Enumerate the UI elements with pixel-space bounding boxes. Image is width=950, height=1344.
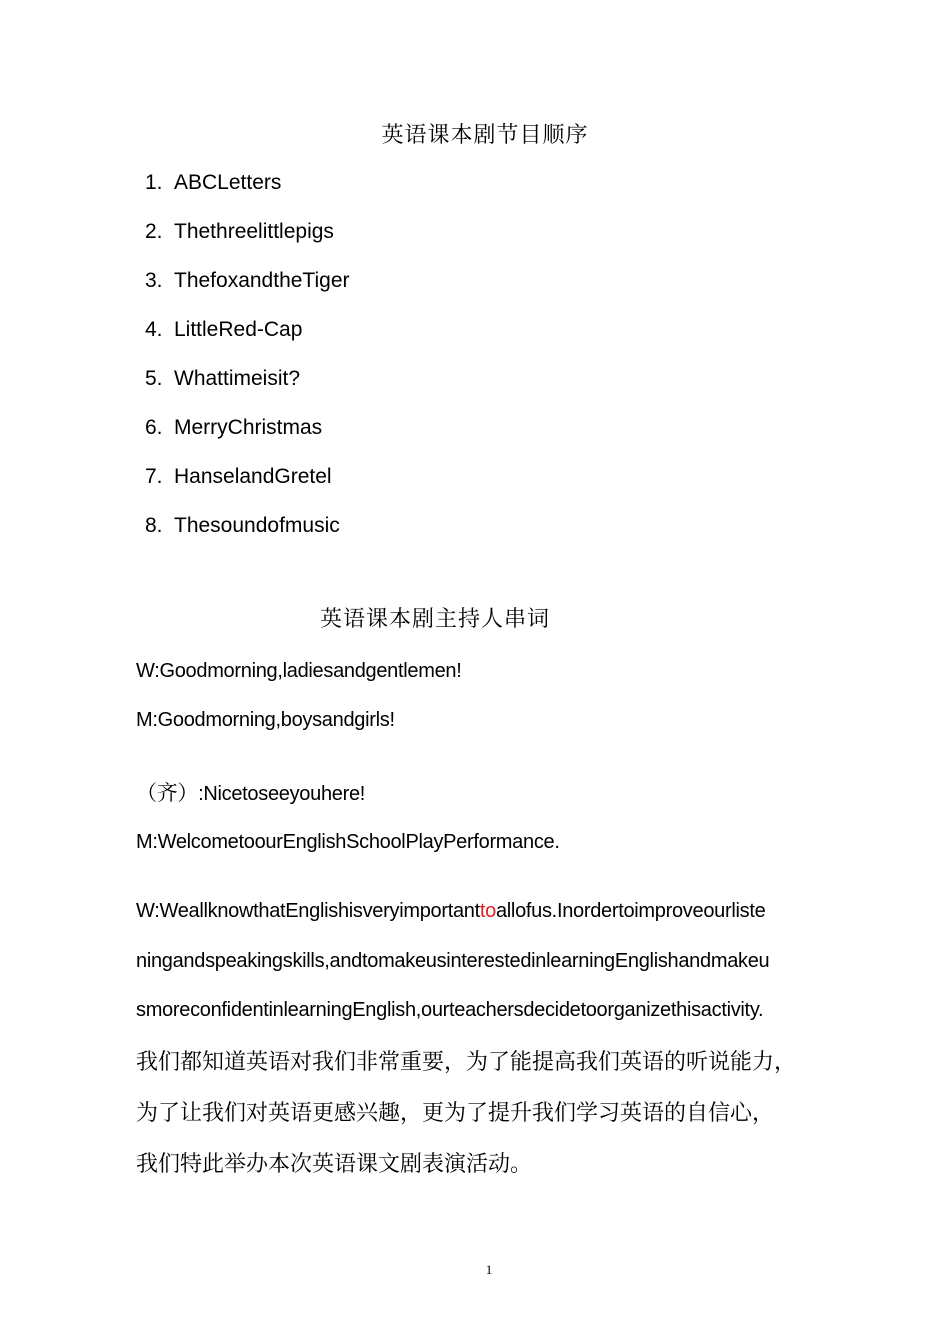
list-item xyxy=(145,315,350,364)
list-item-number: 4. xyxy=(145,318,163,341)
host-line-together xyxy=(136,777,365,807)
list-item-text: Thethreelittlepigs xyxy=(174,220,334,243)
host-line-welcome: M:WelcometoourEnglishSchoolPlayPerformance. xyxy=(136,831,560,853)
list-item-number: 3. xyxy=(145,269,163,292)
list-item xyxy=(145,511,350,560)
highlighted-word: to xyxy=(479,900,496,922)
list-item xyxy=(145,217,350,266)
list-item-text: LittleRed-Cap xyxy=(174,318,303,341)
host-line-w-greeting: W:Goodmorning,ladiesandgentlemen! xyxy=(136,660,462,682)
list-item-text: Thesoundofmusic xyxy=(174,514,340,537)
together-text: :Nicetoseeyouhere! xyxy=(198,783,366,805)
program-order-title: 英语课本剧节目顺序 xyxy=(381,123,589,148)
list-item-number: 7. xyxy=(145,465,163,488)
list-item-number: 2. xyxy=(145,220,163,243)
program-list xyxy=(145,168,350,560)
list-item xyxy=(145,364,350,413)
host-line-intro-2: ningandspeakingskills,andtomakeusinterestedinlearningEnglishandmakeu xyxy=(136,950,770,972)
host-line-chinese-1: 我们都知道英语对我们非常重要，为了能提高我们英语的听说能力， xyxy=(136,1050,797,1075)
page-number: 1 xyxy=(485,1262,493,1277)
host-line-intro-3: smoreconfidentinlearningEnglish,ourteachersdecidetoorganizethisactivity. xyxy=(136,999,764,1021)
together-label: （齐） xyxy=(136,781,199,805)
list-item-number: 1. xyxy=(145,171,163,194)
list-item-text: ThefoxandtheTiger xyxy=(174,269,350,292)
list-item xyxy=(145,462,350,511)
list-item xyxy=(145,266,350,315)
list-item-text: ABCLetters xyxy=(174,171,282,194)
host-line-chinese-3: 我们特此举办本次英语课文剧表演活动。 xyxy=(136,1152,533,1177)
host-line-intro-1 xyxy=(136,900,765,923)
list-item-number: 8. xyxy=(145,514,163,537)
list-item-text: Whattimeisit? xyxy=(174,367,301,390)
list-item-number: 5. xyxy=(145,367,163,390)
list-item-text: HanselandGretel xyxy=(174,465,332,488)
list-item-text: MerryChristmas xyxy=(174,416,323,439)
list-item-number: 6. xyxy=(145,416,163,439)
host-script-title: 英语课本剧主持人串词 xyxy=(319,607,550,632)
list-item xyxy=(145,168,350,217)
host-line-chinese-2: 为了让我们对英语更感兴趣，更为了提升我们学习英语的自信心， xyxy=(136,1101,775,1126)
host-line-m-greeting: M:Goodmorning,boysandgirls! xyxy=(136,709,395,731)
intro-text-before: W:WeallknowthatEnglishisveryimportant xyxy=(136,900,480,922)
intro-text-after: allofus.Inordertoimproveourliste xyxy=(495,900,766,922)
list-item xyxy=(145,413,350,462)
